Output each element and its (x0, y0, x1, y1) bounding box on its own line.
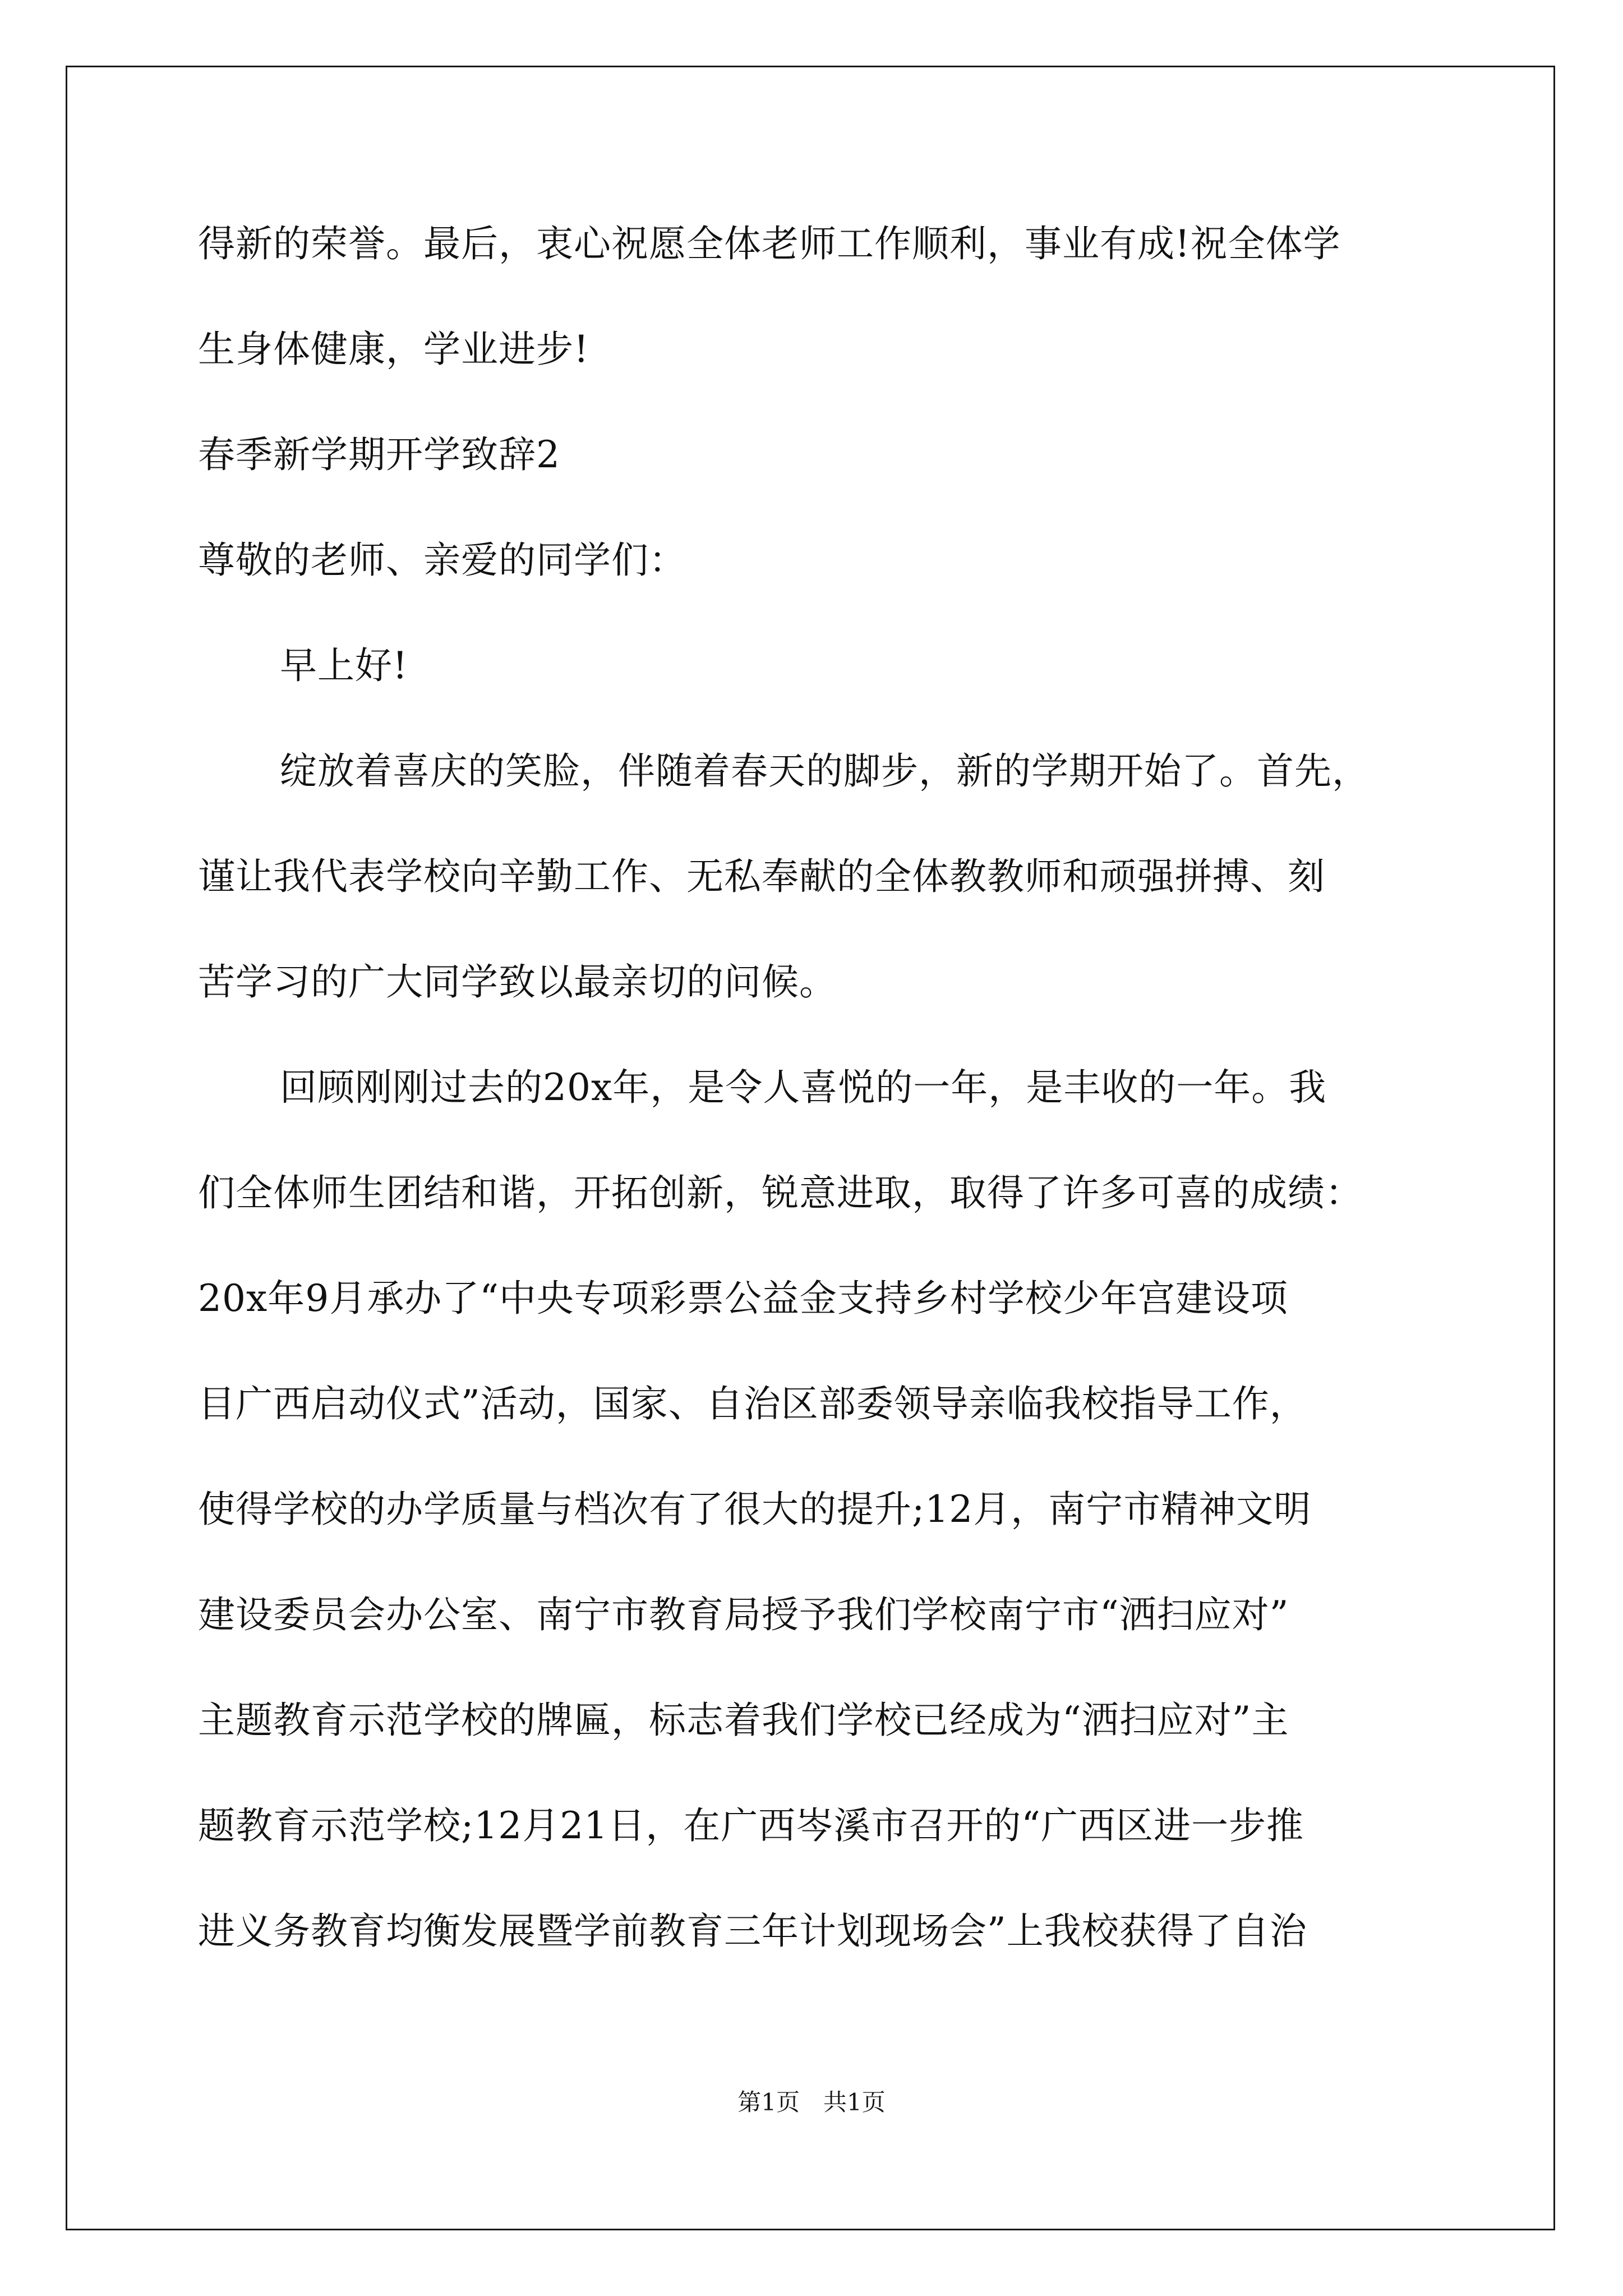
section-title: 春季新学期开学致辞2 (198, 433, 560, 476)
paragraph-line: 主题教育示范学校的牌匾，标志着我们学校已经成为“洒扫应对”主 (198, 1699, 1289, 1742)
paragraph-line: 苦学习的广大同学致以最亲切的问候。 (198, 960, 837, 1004)
paragraph-line: 进义务教育均衡发展暨学前教育三年计划现场会”上我校获得了自治 (198, 1910, 1307, 1953)
paragraph-line: 谨让我代表学校向辛勤工作、无私奉献的全体教教师和顽强拼搏、刻 (198, 855, 1325, 898)
paragraph-line: 们全体师生团结和谐，开拓创新，锐意进取，取得了许多可喜的成绩： (198, 1171, 1363, 1214)
paragraph-line: 使得学校的办学质量与档次有了很大的提升;12月，南宁市精神文明 (198, 1488, 1312, 1531)
paragraph-line: 题教育示范学校;12月21日，在广西岑溪市召开的“广西区进一步推 (198, 1804, 1304, 1847)
paragraph-line: 20x年9月承办了“中央专项彩票公益金支持乡村学校少年宫建设项 (198, 1277, 1288, 1320)
paragraph-line: 生身体健康，学业进步! (198, 328, 589, 371)
paragraph-line: 回顾刚刚过去的20x年，是令人喜悦的一年，是丰收的一年。我 (280, 1066, 1327, 1109)
paragraph-line: 目广西启动仪式”活动，国家、自治区部委领导亲临我校指导工作， (198, 1382, 1307, 1425)
paragraph-line: 绽放着喜庆的笑脸，伴随着春天的脚步，新的学期开始了。首先， (280, 749, 1370, 793)
page-number-footer: 第1页 共1页 (737, 2088, 886, 2116)
paragraph-line: 建设委员会办公室、南宁市教育局授予我们学校南宁市“洒扫应对” (198, 1593, 1289, 1636)
salutation: 尊敬的老师、亲爱的同学们： (198, 539, 686, 582)
paragraph-line: 得新的荣誉。最后，衷心祝愿全体老师工作顺利，事业有成!祝全体学 (198, 222, 1341, 265)
greeting: 早上好! (280, 644, 408, 687)
